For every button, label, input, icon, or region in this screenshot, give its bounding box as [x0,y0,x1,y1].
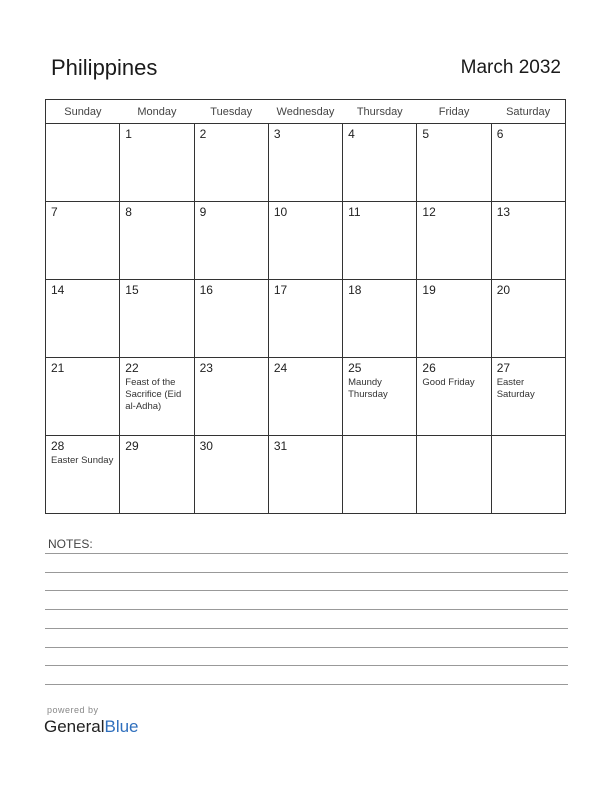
day-cell [268,436,342,514]
day-number: 17 [273,283,288,297]
day-number: 23 [199,361,213,375]
day-cell [343,436,417,514]
week-row [46,358,566,436]
day-cell [343,358,417,436]
weekday-header: Thursday [343,100,417,124]
day-cell [417,436,491,514]
month-title: March 2032 [460,57,561,78]
calendar-grid [45,99,566,514]
day-cell [120,280,194,358]
day-number: 25 [348,361,362,375]
day-number: 11 [348,205,361,219]
day-cell [491,358,565,436]
day-cell [343,280,417,358]
notes-label: NOTES: [48,537,93,551]
weekday-header: Monday [120,100,194,124]
week-row [46,124,566,202]
day-number: 8 [125,205,132,219]
week-row [46,436,566,514]
note-line [45,665,568,666]
note-line [45,628,568,629]
brand-general: General [44,717,105,736]
brand-logo [44,717,139,737]
day-cell [46,202,120,280]
day-number: 1 [125,127,132,141]
day-number: 31 [273,439,288,453]
holiday-label: Feast of the Sacrifice (Eid al-Adha) [125,377,182,412]
weekday-header: Sunday [46,100,120,124]
day-number: 27 [496,361,511,375]
weekday-header-row [46,100,566,124]
weekday-header: Wednesday [268,100,342,124]
brand-blue: Blue [104,717,139,736]
day-number: 26 [422,361,436,375]
day-number: 19 [422,283,436,297]
day-cell [120,436,194,514]
weekday-header: Saturday [491,100,565,124]
day-cell [417,124,491,202]
day-number: 22 [125,361,139,375]
day-cell [120,124,194,202]
weekday-header: Tuesday [194,100,268,124]
day-number: 14 [51,283,65,297]
day-cell [194,436,268,514]
day-cell [417,280,491,358]
holiday-label: Maundy Thursday [348,377,388,400]
day-number: 15 [125,283,139,297]
day-cell [268,358,342,436]
day-number: 3 [273,127,281,141]
day-number: 13 [496,205,511,219]
day-number: 29 [125,439,139,453]
week-row [46,280,566,358]
day-number: 30 [199,439,213,453]
day-number: 28 [51,439,65,453]
day-number: 12 [422,205,436,219]
note-line [45,609,568,610]
day-cell [46,280,120,358]
day-cell [417,358,491,436]
day-number: 18 [348,283,362,297]
note-line [45,684,568,685]
day-number: 10 [273,205,288,219]
day-cell [491,436,565,514]
day-cell [120,202,194,280]
day-cell [268,280,342,358]
day-number: 16 [199,283,213,297]
day-cell [46,124,120,202]
day-cell [268,124,342,202]
powered-by-text: powered by [47,705,99,715]
day-number: 6 [496,127,504,141]
day-cell [194,202,268,280]
day-cell [491,280,565,358]
day-cell [194,280,268,358]
day-cell [194,124,268,202]
note-line [45,572,568,573]
day-cell [46,436,120,514]
day-number: 21 [51,361,65,375]
week-row [46,202,566,280]
day-cell [46,358,120,436]
day-number: 24 [273,361,288,375]
day-number: 2 [199,127,207,141]
holiday-label: Easter Saturday [496,377,535,400]
day-cell [268,202,342,280]
day-number: 9 [199,205,207,219]
day-number: 4 [348,127,355,141]
weekday-header: Friday [417,100,491,124]
day-cell [343,124,417,202]
day-cell [491,202,565,280]
day-cell [343,202,417,280]
country-title: Philippines [51,55,158,80]
day-cell [491,124,565,202]
day-number: 7 [51,205,58,219]
day-number: 20 [496,283,511,297]
note-line [45,647,568,648]
day-cell [417,202,491,280]
holiday-label: Good Friday [422,377,475,388]
day-number: 5 [422,127,430,141]
day-cell [194,358,268,436]
note-line [45,590,568,591]
day-cell [120,358,194,436]
holiday-label: Easter Sunday [51,455,114,466]
note-line [45,553,568,554]
